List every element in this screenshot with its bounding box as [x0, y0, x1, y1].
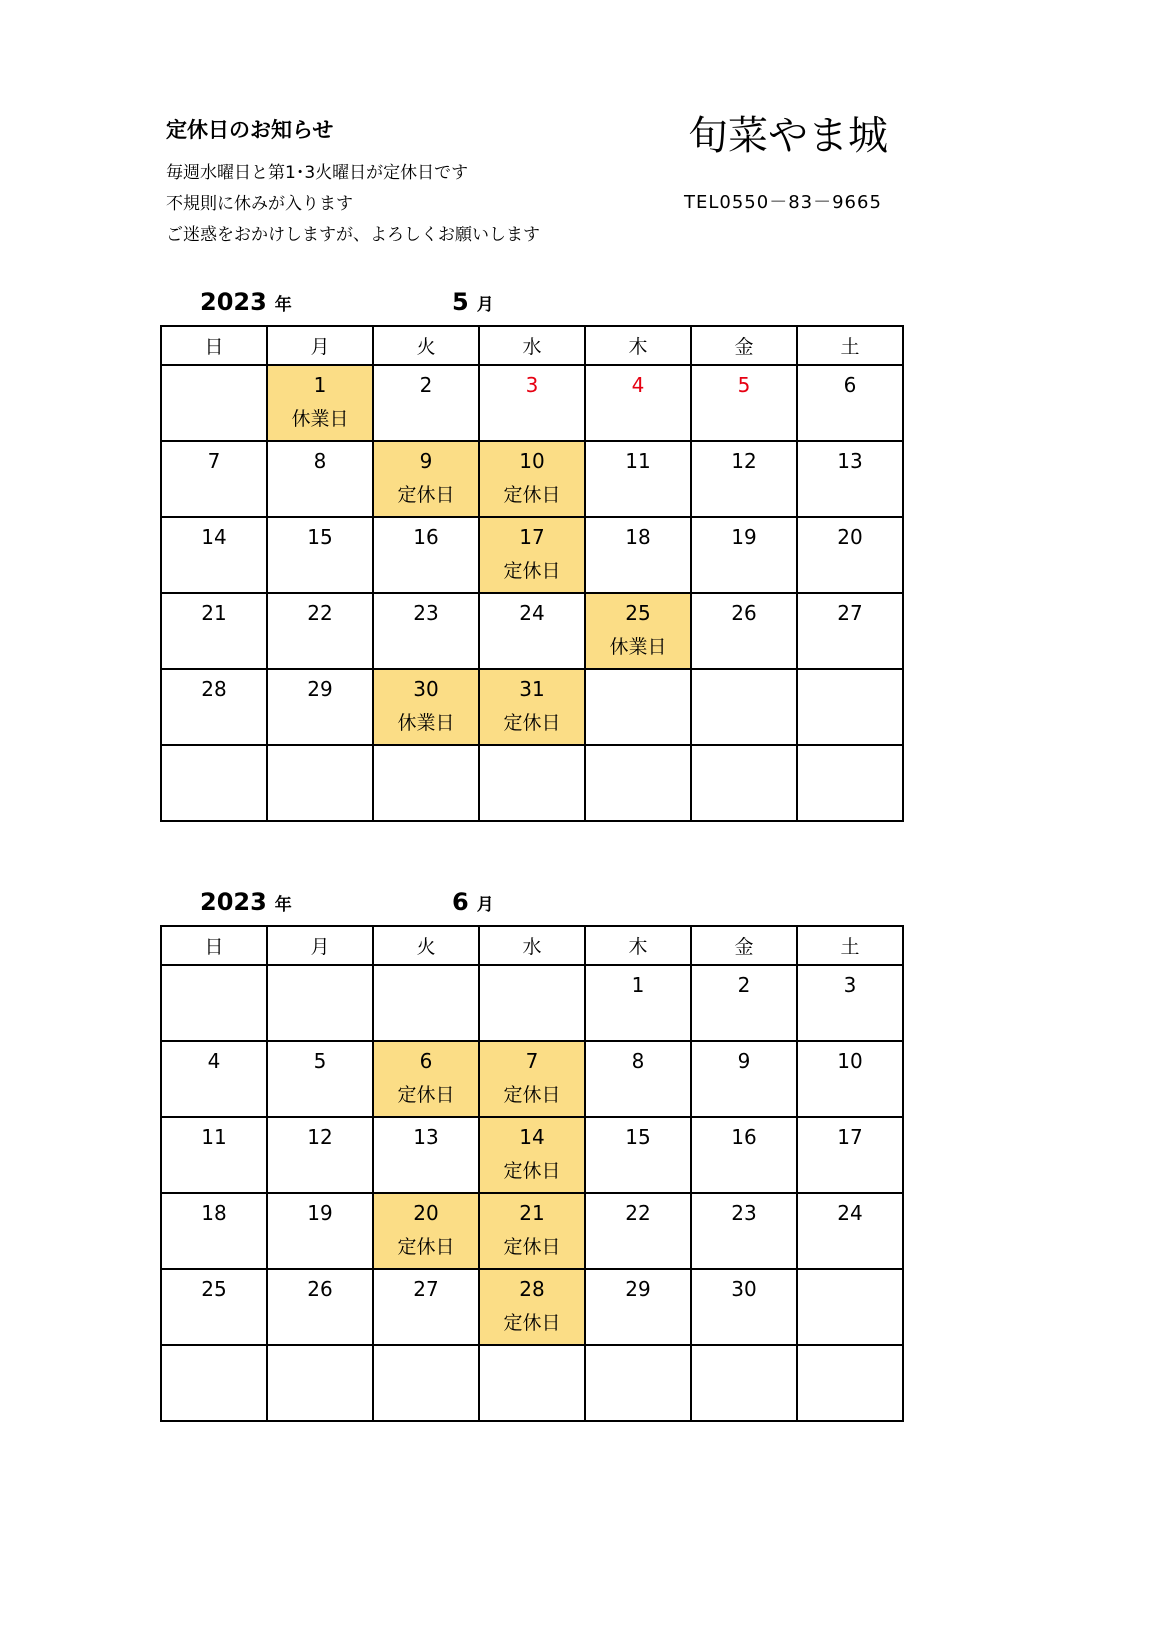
day-number: 4	[207, 1049, 221, 1073]
day-cell	[691, 965, 797, 1041]
day-number: 6	[843, 373, 857, 397]
day-cell	[479, 441, 585, 517]
month-number: 5	[452, 288, 469, 316]
day-cell	[267, 365, 373, 441]
day-number: 17	[837, 1125, 863, 1149]
day-cell	[267, 1041, 373, 1117]
day-cell	[691, 1193, 797, 1269]
day-cell	[585, 441, 691, 517]
day-cell	[479, 365, 585, 441]
weekday-header: 火	[373, 326, 479, 365]
day-number: 6	[419, 1049, 433, 1073]
calendar-june	[160, 925, 904, 1422]
day-cell	[691, 365, 797, 441]
notice-line: 不規則に休みが入ります	[166, 194, 353, 214]
day-number: 23	[413, 601, 439, 625]
day-number: 18	[201, 1201, 227, 1225]
empty-day-cell	[585, 1345, 691, 1421]
day-number: 24	[519, 601, 545, 625]
day-number: 13	[413, 1125, 439, 1149]
day-cell	[479, 1117, 585, 1193]
day-number: 30	[731, 1277, 757, 1301]
closed-label: 定休日	[503, 1084, 561, 1106]
calendar-header-may	[200, 288, 494, 316]
day-cell	[161, 441, 267, 517]
day-number: 25	[201, 1277, 227, 1301]
day-cell	[585, 517, 691, 593]
empty-day-cell	[797, 745, 903, 821]
day-number: 3	[843, 973, 857, 997]
day-number: 17	[519, 525, 545, 549]
day-cell	[267, 1117, 373, 1193]
weekday-header: 水	[479, 326, 585, 365]
weekday-header: 月	[267, 326, 373, 365]
empty-day-cell	[691, 1345, 797, 1421]
day-number: 21	[201, 601, 227, 625]
day-cell	[797, 965, 903, 1041]
week-row	[161, 1193, 903, 1269]
day-number: 19	[731, 525, 757, 549]
day-number: 7	[207, 449, 221, 473]
weekday-header-row	[161, 326, 903, 365]
day-number: 9	[419, 449, 433, 473]
calendar-month	[452, 888, 494, 916]
day-cell	[267, 1269, 373, 1345]
day-number: 16	[731, 1125, 757, 1149]
closed-label: 休業日	[609, 636, 667, 658]
day-cell	[797, 517, 903, 593]
day-number: 10	[519, 449, 545, 473]
week-row	[161, 365, 903, 441]
day-cell	[161, 1041, 267, 1117]
day-number: 26	[307, 1277, 333, 1301]
weekday-header: 土	[797, 926, 903, 965]
empty-day-cell	[373, 1345, 479, 1421]
day-number: 15	[307, 525, 333, 549]
month-unit: 月	[476, 295, 494, 315]
day-cell	[585, 1117, 691, 1193]
weekday-header: 月	[267, 926, 373, 965]
week-row	[161, 593, 903, 669]
day-number: 12	[307, 1125, 333, 1149]
closed-label: 休業日	[291, 408, 349, 430]
day-number: 5	[737, 373, 751, 397]
day-number: 29	[625, 1277, 651, 1301]
day-cell	[797, 1193, 903, 1269]
empty-day-cell	[479, 1345, 585, 1421]
day-cell	[373, 1117, 479, 1193]
weekday-header: 木	[585, 926, 691, 965]
day-cell	[585, 365, 691, 441]
empty-day-cell	[797, 1269, 903, 1345]
day-cell	[585, 1269, 691, 1345]
day-cell	[373, 1269, 479, 1345]
day-number: 23	[731, 1201, 757, 1225]
empty-day-cell	[691, 669, 797, 745]
day-cell	[161, 1193, 267, 1269]
empty-day-cell	[373, 965, 479, 1041]
closed-label: 定休日	[503, 712, 561, 734]
day-number: 2	[737, 973, 751, 997]
day-number: 29	[307, 677, 333, 701]
notice-line: ご迷惑をおかけしますが、よろしくお願いします	[166, 225, 540, 245]
day-number: 18	[625, 525, 651, 549]
empty-day-cell	[161, 965, 267, 1041]
day-cell	[267, 517, 373, 593]
closed-label: 定休日	[503, 1160, 561, 1182]
day-cell	[161, 1269, 267, 1345]
weekday-header: 日	[161, 926, 267, 965]
empty-day-cell	[267, 1345, 373, 1421]
day-cell	[479, 517, 585, 593]
shop-tel: TEL0550－83－9665	[684, 192, 882, 213]
day-number: 4	[631, 373, 645, 397]
day-number: 28	[519, 1277, 545, 1301]
day-number: 16	[413, 525, 439, 549]
weekday-header: 金	[691, 326, 797, 365]
week-row	[161, 517, 903, 593]
day-number: 3	[525, 373, 539, 397]
closed-label: 定休日	[397, 1084, 455, 1106]
day-number: 14	[519, 1125, 545, 1149]
day-number: 14	[201, 525, 227, 549]
week-row	[161, 441, 903, 517]
day-cell	[797, 593, 903, 669]
calendar-year: 2023	[200, 888, 267, 916]
day-cell	[161, 593, 267, 669]
year-unit: 年	[274, 895, 292, 915]
day-number: 27	[413, 1277, 439, 1301]
empty-day-cell	[797, 669, 903, 745]
weekday-header-row	[161, 926, 903, 965]
day-cell	[479, 1269, 585, 1345]
week-row	[161, 669, 903, 745]
day-cell	[797, 1117, 903, 1193]
day-number: 12	[731, 449, 757, 473]
calendar-may	[160, 325, 904, 822]
day-cell	[373, 1193, 479, 1269]
empty-day-cell	[161, 365, 267, 441]
weekday-header: 水	[479, 926, 585, 965]
day-number: 8	[313, 449, 327, 473]
day-number: 20	[413, 1201, 439, 1225]
day-cell	[691, 1117, 797, 1193]
week-row	[161, 745, 903, 821]
month-number: 6	[452, 888, 469, 916]
day-cell	[373, 441, 479, 517]
day-number: 20	[837, 525, 863, 549]
day-number: 1	[631, 973, 645, 997]
calendar-month	[452, 288, 494, 316]
day-cell	[161, 517, 267, 593]
day-number: 9	[737, 1049, 751, 1073]
closed-label: 休業日	[397, 712, 455, 734]
day-number: 13	[837, 449, 863, 473]
day-number: 28	[201, 677, 227, 701]
day-number: 31	[519, 677, 545, 701]
day-number: 7	[525, 1049, 539, 1073]
month-unit: 月	[476, 895, 494, 915]
weekday-header: 日	[161, 326, 267, 365]
calendar-header-june	[200, 888, 494, 916]
day-cell	[691, 1041, 797, 1117]
empty-day-cell	[267, 745, 373, 821]
closed-label: 定休日	[503, 560, 561, 582]
shop-name: 旬菜やま城	[688, 113, 888, 159]
day-cell	[585, 1041, 691, 1117]
day-cell	[797, 365, 903, 441]
day-cell	[479, 669, 585, 745]
day-cell	[161, 1117, 267, 1193]
day-cell	[691, 1269, 797, 1345]
empty-day-cell	[161, 745, 267, 821]
week-row	[161, 1345, 903, 1421]
year-unit: 年	[274, 295, 292, 315]
empty-day-cell	[691, 745, 797, 821]
empty-day-cell	[585, 669, 691, 745]
day-cell	[267, 669, 373, 745]
day-number: 11	[201, 1125, 227, 1149]
day-cell	[267, 593, 373, 669]
day-cell	[373, 517, 479, 593]
day-cell	[479, 593, 585, 669]
day-cell	[161, 669, 267, 745]
day-number: 22	[307, 601, 333, 625]
calendar-year: 2023	[200, 288, 267, 316]
day-number: 11	[625, 449, 651, 473]
empty-day-cell	[161, 1345, 267, 1421]
day-number: 15	[625, 1125, 651, 1149]
weekday-header: 土	[797, 326, 903, 365]
day-number: 8	[631, 1049, 645, 1073]
week-row	[161, 1269, 903, 1345]
day-cell	[373, 593, 479, 669]
weekday-header: 木	[585, 326, 691, 365]
day-cell	[373, 365, 479, 441]
closed-label: 定休日	[503, 484, 561, 506]
day-cell	[585, 1193, 691, 1269]
day-number: 19	[307, 1201, 333, 1225]
week-row	[161, 965, 903, 1041]
day-number: 21	[519, 1201, 545, 1225]
day-number: 1	[313, 373, 327, 397]
day-cell	[691, 441, 797, 517]
day-cell	[267, 441, 373, 517]
weekday-header: 火	[373, 926, 479, 965]
empty-day-cell	[373, 745, 479, 821]
empty-day-cell	[267, 965, 373, 1041]
day-number: 5	[313, 1049, 327, 1073]
empty-day-cell	[479, 965, 585, 1041]
weekday-header: 金	[691, 926, 797, 965]
day-cell	[267, 1193, 373, 1269]
closed-label: 定休日	[503, 1312, 561, 1334]
day-cell	[797, 1041, 903, 1117]
day-cell	[691, 517, 797, 593]
day-number: 22	[625, 1201, 651, 1225]
closed-label: 定休日	[397, 484, 455, 506]
week-row	[161, 1117, 903, 1193]
day-cell	[797, 441, 903, 517]
day-cell	[585, 593, 691, 669]
empty-day-cell	[479, 745, 585, 821]
day-number: 27	[837, 601, 863, 625]
closed-label: 定休日	[503, 1236, 561, 1258]
day-cell	[479, 1193, 585, 1269]
day-cell	[691, 593, 797, 669]
notice-title: 定休日のお知らせ	[166, 118, 334, 142]
notice-line: 毎週水曜日と第1･3火曜日が定休日です	[166, 163, 469, 183]
closed-label: 定休日	[397, 1236, 455, 1258]
day-number: 30	[413, 677, 439, 701]
empty-day-cell	[585, 745, 691, 821]
day-cell	[373, 1041, 479, 1117]
day-cell	[479, 1041, 585, 1117]
day-number: 25	[625, 601, 651, 625]
day-cell	[585, 965, 691, 1041]
day-number: 2	[419, 373, 433, 397]
empty-day-cell	[797, 1345, 903, 1421]
day-number: 26	[731, 601, 757, 625]
week-row	[161, 1041, 903, 1117]
day-cell	[373, 669, 479, 745]
day-number: 24	[837, 1201, 863, 1225]
day-number: 10	[837, 1049, 863, 1073]
